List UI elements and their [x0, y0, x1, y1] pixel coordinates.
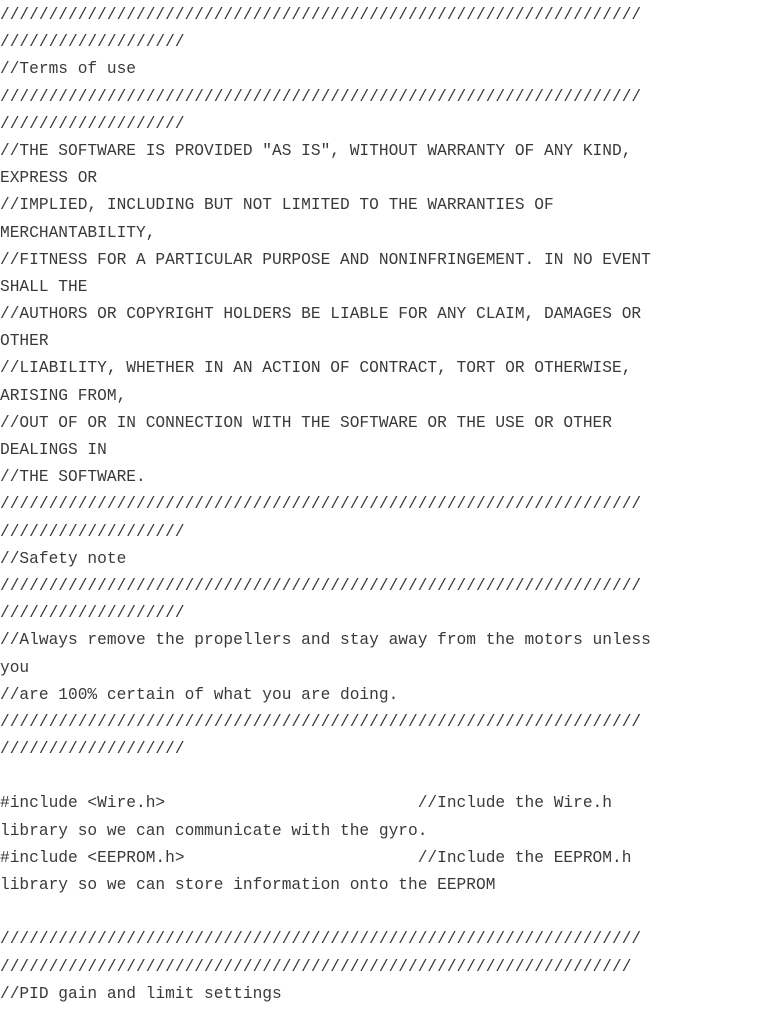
separator-line-continued: /////////////////// — [0, 604, 185, 623]
code-listing — [0, 2, 768, 1008]
blank-line — [0, 763, 768, 790]
separator-line: ////////////////////////////////////////////////////////////////// — [0, 87, 642, 106]
separator-line-continued: /////////////////// — [0, 114, 185, 133]
license-line: //IMPLIED, INCLUDING BUT NOT LIMITED TO THE WARRANTIES OF — [0, 196, 554, 215]
license-line: ARISING FROM, — [0, 386, 127, 405]
separator-line: ////////////////////////////////////////////////////////////////// — [0, 712, 642, 731]
section-heading-pid: //PID gain and limit settings — [0, 984, 282, 1003]
separator-line: ////////////////////////////////////////////////////////////////// — [0, 930, 642, 949]
separator-line-continued: /////////////////// — [0, 33, 185, 52]
include-wire-comment-continued: library so we can communicate with the gyro. — [0, 821, 428, 840]
license-line: OTHER — [0, 332, 49, 351]
safety-line: //Always remove the propellers and stay away from the motors unless — [0, 631, 651, 650]
section-heading-terms: //Terms of use — [0, 60, 136, 79]
license-line: //THE SOFTWARE IS PROVIDED "AS IS", WITHOUT WARRANTY OF ANY KIND, — [0, 141, 632, 160]
license-line: //LIABILITY, WHETHER IN AN ACTION OF CONTRACT, TORT OR OTHERWISE, — [0, 359, 632, 378]
separator-line: ////////////////////////////////////////////////////////////////// — [0, 576, 642, 595]
include-eeprom-comment-continued: library so we can store information onto the EEPROM — [0, 876, 496, 894]
include-wire-line: #include <Wire.h> //Include the Wire.h — [0, 794, 612, 813]
license-line: DEALINGS IN — [0, 441, 107, 459]
separator-line-continued: /////////////////// — [0, 522, 185, 541]
safety-line: //are 100% certain of what you are doing. — [0, 685, 399, 704]
section-heading-safety: //Safety note — [0, 549, 127, 568]
license-line: //FITNESS FOR A PARTICULAR PURPOSE AND NONINFRINGEMENT. IN NO EVENT — [0, 250, 651, 269]
license-line: MERCHANTABILITY, — [0, 223, 156, 242]
separator-line: ////////////////////////////////////////////////////////////////// — [0, 6, 642, 24]
separator-line-continued: /////////////////// — [0, 740, 185, 759]
include-eeprom-line: #include <EEPROM.h> //Include the EEPROM.h — [0, 848, 632, 867]
license-line: //AUTHORS OR COPYRIGHT HOLDERS BE LIABLE FOR ANY CLAIM, DAMAGES OR — [0, 305, 642, 324]
license-line: EXPRESS OR — [0, 169, 98, 188]
safety-line: you — [0, 658, 30, 677]
separator-line-continued: ///////////////////////////////////////////////////////////////// — [0, 957, 632, 976]
license-line: //OUT OF OR IN CONNECTION WITH THE SOFTWARE OR THE USE OR OTHER — [0, 413, 612, 432]
license-line: //THE SOFTWARE. — [0, 468, 146, 487]
license-line: SHALL THE — [0, 277, 88, 296]
separator-line: ////////////////////////////////////////////////////////////////// — [0, 495, 642, 514]
blank-line — [0, 899, 768, 926]
